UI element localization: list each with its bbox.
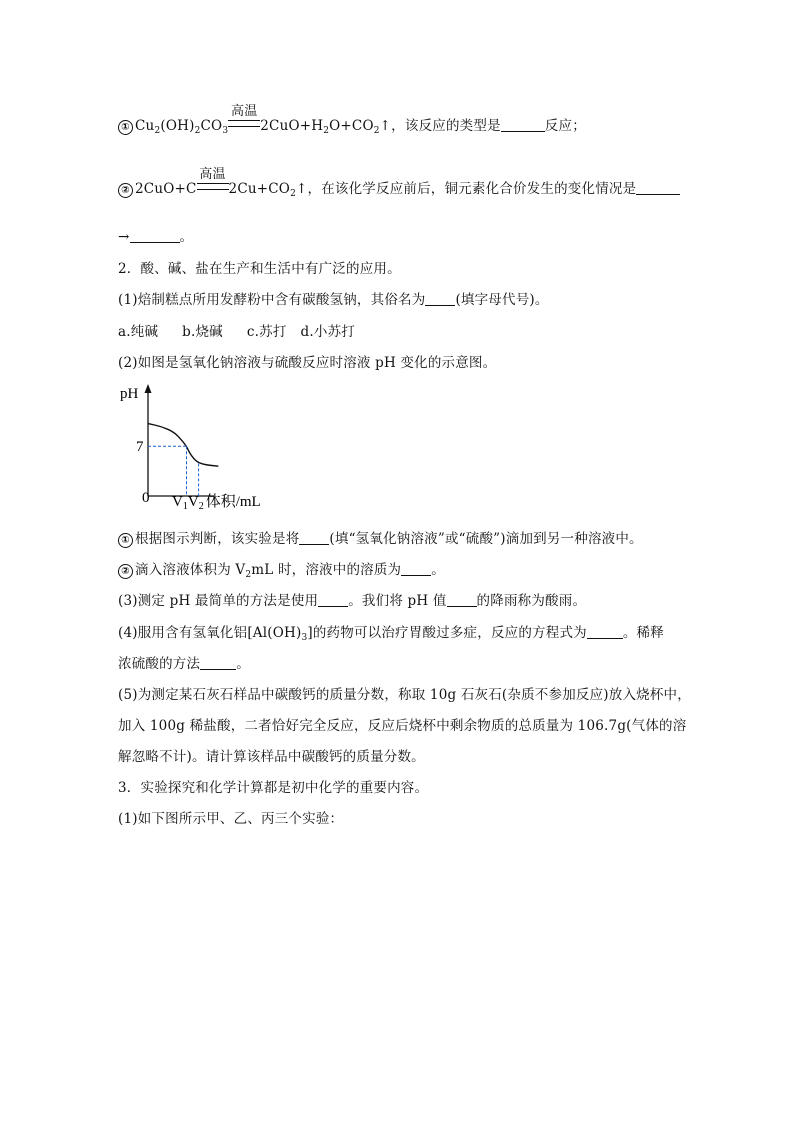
answer-blank[interactable] xyxy=(401,563,431,576)
answer-blank[interactable] xyxy=(587,626,623,639)
question-2-part-4-line-2 xyxy=(118,656,250,672)
question-2-title: 2．酸、碱、盐在生产和生活中有广泛的应用。 xyxy=(118,261,401,277)
question-2-part-1 xyxy=(118,292,549,308)
question-text: ↑，该反应的类型是 xyxy=(379,118,501,134)
question-text: ↑，在该化学反应前后，铜元素化合价发生的变化情况是 xyxy=(296,181,637,197)
question-2-part-5-line-2: 加入 100g 稀盐酸，二者恰好完全反应，反应后烧杯中剩余物质的总质量为 106.7g(气体的溶 xyxy=(118,718,687,734)
formula-text: CO xyxy=(200,118,223,134)
question-text: 。稀释 xyxy=(622,625,664,641)
answer-blank[interactable] xyxy=(425,293,455,306)
answer-blank[interactable] xyxy=(636,182,680,195)
ph-chart xyxy=(118,378,298,513)
circled-number-2: ② xyxy=(118,564,133,579)
condition-label: 高温 xyxy=(231,104,258,119)
subscript: 3 xyxy=(301,633,308,643)
subscript: 2 xyxy=(194,126,201,136)
question-text: (3)测定 pH 最简单的方法是使用 xyxy=(118,593,319,609)
v1-subscript: 1 xyxy=(182,501,188,512)
question-2-part-3 xyxy=(118,593,586,609)
y-tick-7: 7 xyxy=(136,439,144,455)
answer-blank[interactable] xyxy=(501,119,545,132)
x-axis-unit: 体积/mL xyxy=(205,494,261,510)
question-text: 根据图示判断，该实验是将 xyxy=(135,531,300,547)
v1-letter: V xyxy=(172,494,183,510)
question-2-sub-2 xyxy=(118,562,445,583)
answer-blank[interactable] xyxy=(130,230,180,243)
equation-2 xyxy=(118,167,680,202)
equation-1 xyxy=(118,104,586,139)
question-text: (4)服用含有氢氧化铝[Al(OH) xyxy=(118,625,302,641)
arrow-icon: → xyxy=(118,229,130,245)
subscript: 2 xyxy=(323,126,330,136)
question-text: 浓硫酸的方法 xyxy=(118,656,201,672)
formula-text: 2Cu+CO xyxy=(228,181,291,197)
subscript: 2 xyxy=(245,570,252,580)
equals-sign xyxy=(197,183,229,190)
formula-text: O+CO xyxy=(329,118,374,134)
question-2-part-5-line-3: 解忽略不计)。请计算该样品中碳酸钙的质量分数。 xyxy=(118,749,425,765)
option-a[interactable]: a.纯碱 xyxy=(118,324,159,340)
v2-letter: V xyxy=(187,494,199,510)
question-2-part-2: (2)如图是氢氧化钠溶液与硫酸反应时溶液 pH 变化的示意图。 xyxy=(118,355,497,371)
formula-text: Cu xyxy=(135,118,155,134)
question-text: (填“氢氧化钠溶液”或“硫酸”)滴加到另一种溶液中。 xyxy=(329,531,643,547)
circled-number-1: ① xyxy=(118,533,133,548)
question-text: 。 xyxy=(236,656,250,672)
circled-number-1: ① xyxy=(118,120,133,135)
answer-blank[interactable] xyxy=(447,594,477,607)
question-text: (1)焙制糕点所用发酵粉中含有碳酸氢钠，其俗名为 xyxy=(118,292,426,308)
reaction-condition xyxy=(228,104,260,130)
subscript: 2 xyxy=(373,126,380,136)
answer-blank[interactable] xyxy=(318,594,348,607)
equals-sign xyxy=(228,120,260,127)
subscript: 3 xyxy=(222,126,229,136)
question-text: 反应； xyxy=(544,118,586,134)
ph-curve xyxy=(148,424,218,467)
question-text: 滴入溶液体积为 V xyxy=(135,562,246,578)
option-c[interactable]: c.苏打 xyxy=(246,324,287,340)
question-2-part-4 xyxy=(118,625,664,646)
equation-2-continued xyxy=(118,229,193,245)
options-row xyxy=(118,324,379,340)
question-3-title: 3．实验探究和化学计算都是初中化学的重要内容。 xyxy=(118,780,429,796)
question-3-part-1: (1)如下图所示甲、乙、丙三个实验： xyxy=(118,811,344,827)
formula-text: (OH) xyxy=(160,118,195,134)
question-text: 的降雨称为酸雨。 xyxy=(476,593,587,609)
question-2-part-5-line-1: (5)为测定某石灰石样品中碳酸钙的质量分数，称取 10g 石灰石(杂质不参加反应)放入烧杯中， xyxy=(118,687,691,703)
question-2-sub-1 xyxy=(118,531,643,548)
option-d[interactable]: d.小苏打 xyxy=(300,324,355,340)
y-axis-arrow-icon xyxy=(145,384,152,393)
question-text: ]的药物可以治疗胃酸过多症，反应的方程式为 xyxy=(307,625,587,641)
condition-label: 高温 xyxy=(199,167,226,182)
question-text: 。 xyxy=(431,562,445,578)
question-text: mL 时，溶液中的溶质为 xyxy=(251,562,402,578)
option-b[interactable]: b.烧碱 xyxy=(182,324,223,340)
question-text: 。 xyxy=(179,229,194,245)
formula-text: 2CuO+H xyxy=(260,118,324,134)
subscript: 2 xyxy=(154,126,161,136)
question-text: 。我们将 pH 值 xyxy=(348,593,447,609)
answer-blank[interactable] xyxy=(299,532,329,545)
reaction-condition xyxy=(197,167,229,193)
circled-number-2: ② xyxy=(118,183,133,198)
subscript: 2 xyxy=(290,189,296,199)
question-text: (填字母代号)。 xyxy=(455,292,549,308)
answer-blank[interactable] xyxy=(200,657,236,670)
origin-label: 0 xyxy=(142,490,150,506)
formula-text: 2CuO+C xyxy=(135,181,197,197)
y-axis-label: pH xyxy=(120,386,139,402)
v2-subscript: 2 xyxy=(198,501,204,512)
